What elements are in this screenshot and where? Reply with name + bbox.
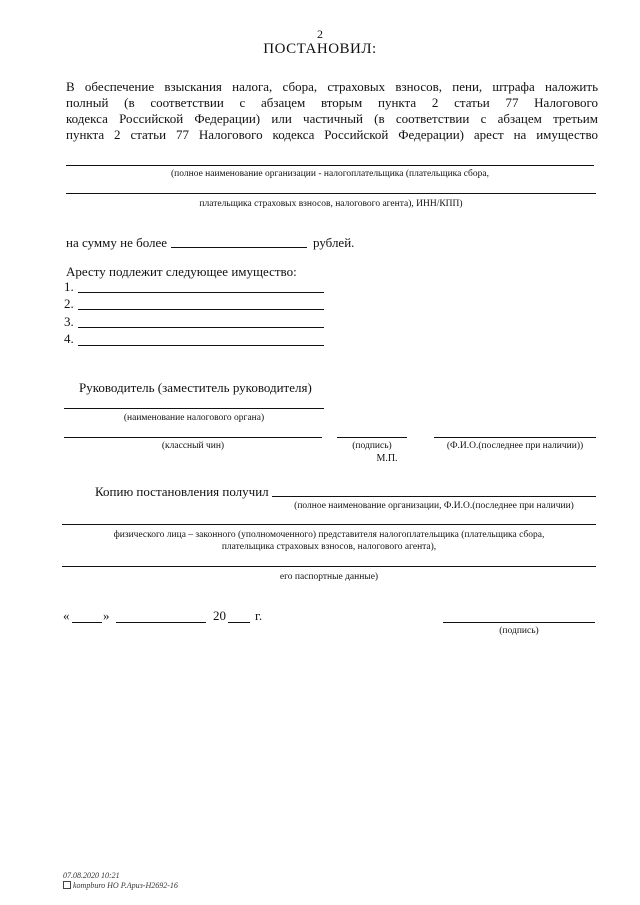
org-name-line-1 [66,165,594,166]
date-month-line [116,622,206,623]
property-item-2-line [78,309,324,310]
recipient-signature-line [443,622,595,623]
rank-line [64,437,322,438]
tax-authority-line [64,408,324,409]
footer-doc-code [63,881,178,890]
org-caption-2: плательщика страховых взносов, налогового агента), ИНН/КПП) [199,199,463,209]
fio-line [434,437,596,438]
property-item-3-line [78,327,324,328]
copy-recipient-line-3 [62,566,596,567]
copy-caption-3: плательщика страховых взносов, налогового агента), [221,542,437,552]
page-number: 2 [317,27,323,41]
document-title: ПОСТАНОВИЛ: [263,41,377,57]
property-item-4-number: 4. [64,331,74,346]
rank-caption: (классный чин) [161,441,225,451]
copy-recipient-line-2 [62,524,596,525]
date-close-quote: » [103,608,110,623]
date-day-line [72,622,102,623]
date-year-suffix: г. [255,608,263,623]
paragraph-line-3: кодекса Российской Федерации) или частичный (в соответствии с абзацем третьим [66,111,598,126]
date-year-line [228,622,250,623]
property-heading: Аресту подлежит следующее имущество: [66,264,297,279]
property-item-2-number: 2. [64,296,74,311]
recipient-signature-caption: (подпись) [499,626,539,636]
org-caption-1: (полное наименование организации - налогоплательщика (плательщика сбора, [171,169,489,179]
property-item-1-number: 1. [64,279,74,294]
copy-caption-4: его паспортные данные) [279,572,379,582]
stamp-mark: М.П. [376,453,398,464]
footer-timestamp: 07.08.2020 10:21 [63,871,120,880]
copy-caption-1: (полное наименование организации, Ф.И.О.(последнее при наличии) [294,501,574,511]
paragraph-line-2: полный (в соответствии с абзацем вторым пункта 2 статьи 77 Налогового [66,95,598,110]
org-name-line-2 [66,193,596,194]
head-signature-caption: (подпись) [352,441,392,451]
footer-doc-code-text: kompburo НО Р.Ариз-Н2692-16 [73,881,178,890]
amount-suffix: рублей. [313,235,355,250]
paragraph-line-1: В обеспечение взыскания налога, сбора, страховых взносов, пени, штрафа наложить [66,79,598,94]
copy-recipient-line-1 [272,496,596,497]
property-item-3-number: 3. [64,314,74,329]
paragraph-line-4: пункта 2 статьи 77 Налогового кодекса Российской Федерации) арест на имущество [66,127,598,142]
head-label: Руководитель (заместитель руководителя) [79,380,312,395]
copy-label: Копию постановления получил [95,484,269,499]
property-item-4-line [78,345,324,346]
tax-authority-caption: (наименование налогового органа) [123,413,265,423]
date-open-quote: « [63,608,70,623]
property-item-1-line [78,292,324,293]
date-year-prefix: 20 [213,608,226,623]
copy-caption-2: физического лица – законного (уполномоченного) представителя налогоплательщика (плательщика сбора, [113,530,545,540]
document-icon [63,881,71,889]
head-signature-line [337,437,407,438]
amount-prefix: на сумму не более [66,235,168,250]
amount-line [171,247,307,248]
fio-caption: (Ф.И.О.(последнее при наличии)) [446,441,584,451]
